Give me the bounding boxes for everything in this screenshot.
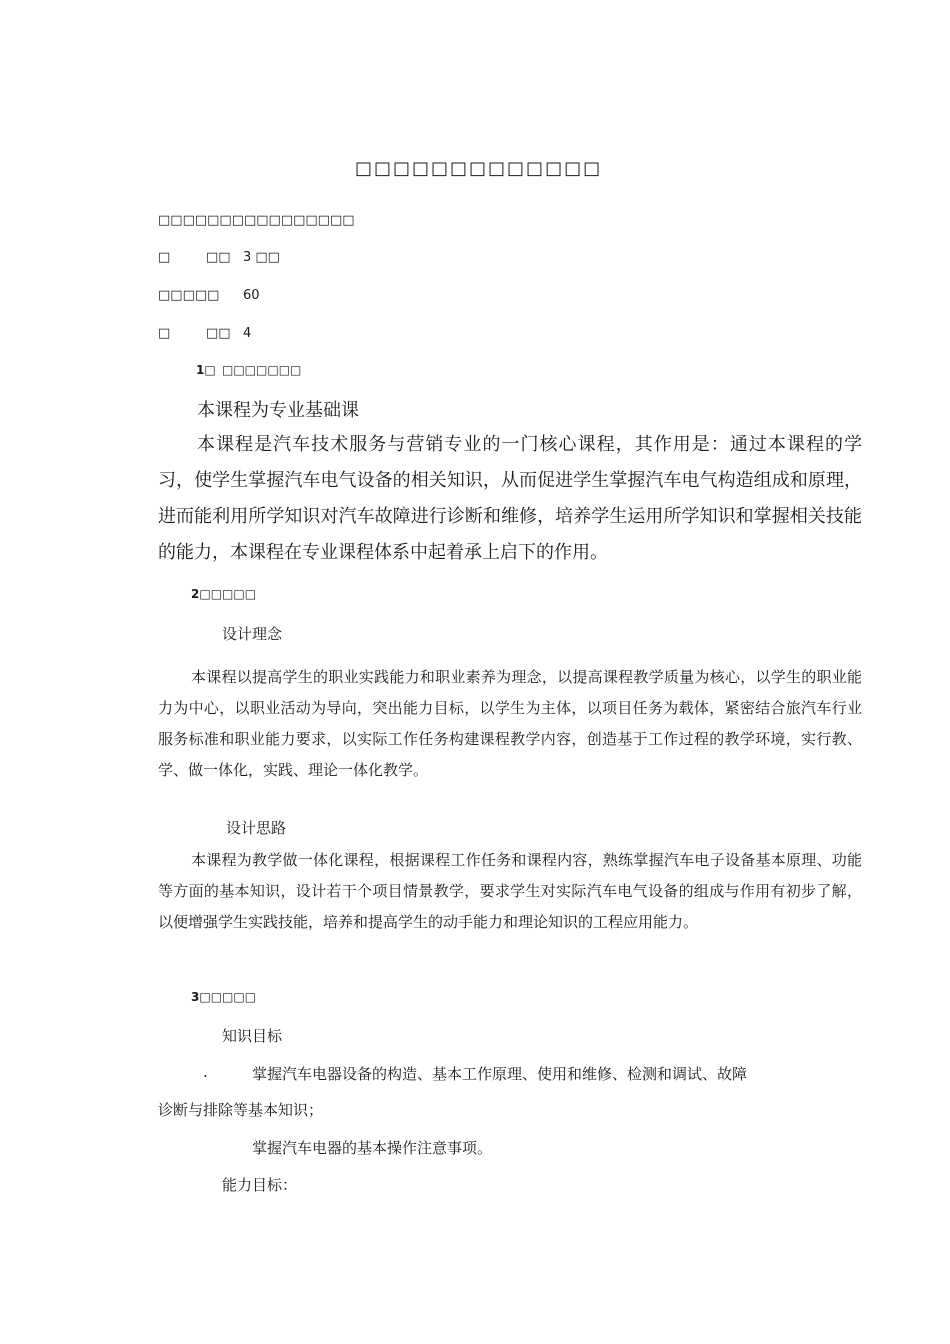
page-title: □□□□□□□□□□□□□ [355, 158, 603, 179]
meta-value-3: 4 [243, 326, 252, 341]
section3-sub2: 能力目标： [222, 1176, 298, 1194]
knowledge-item-1-line2: 诊断与排除等基本知识； [158, 1101, 324, 1119]
section2-heading: 2□□□□□ [191, 587, 257, 601]
knowledge-item-1-line1: 掌握汽车电器设备的构造、基本工作原理、使用和维修、检测和调试、故障 [252, 1065, 748, 1083]
meta-label-1b: □□ [206, 250, 231, 265]
meta-label-1: □ [158, 250, 171, 265]
section2-body2: 本课程为教学做一体化课程，根据课程工作任务和课程内容，熟练掌握汽车电子设备基本原理、功能等方面的基本知识，设计若干个项目情景教学，要求学生对实际汽车电气设备的组成与作用有初步了解，以便增强学生实践技能，培养和提高学生的动手能力和理论知识的工程应用能力。 [158, 851, 862, 931]
meta-label-3b: □□ [206, 326, 231, 341]
section3-heading: 3□□□□□ [191, 990, 257, 1004]
knowledge-item-2: 掌握汽车电器的基本操作注意事项。 [252, 1139, 493, 1157]
section1-lead: 本课程为专业基础课 [197, 400, 359, 421]
bullet-dot: . [203, 1063, 208, 1081]
section3-sub1: 知识目标 [222, 1027, 283, 1045]
meta-label-2: □□□□□ [158, 288, 220, 303]
section1-heading-num: 1□ [196, 363, 216, 377]
meta-value-1: 3 □□ [243, 250, 280, 265]
meta-value-2: 60 [243, 288, 260, 303]
section2-body1: 本课程以提高学生的职业实践能力和职业素养为理念，以提高课程教学质量为核心，以学生的职业能力为中心，以职业活动为导向，突出能力目标，以学生为主体，以项目任务为载体，紧密结合旅汽车行业服务标准和职业能力要求，以实际工作任务构建课程教学内容，创造基于工作过程的教学环境，实行教、学、做一体化，实践、理论一体化教学。 [158, 668, 862, 779]
course-name-line: □□□□□□□□□□□□□□□□ [158, 213, 355, 228]
section1-heading: □□□□□□□ [222, 363, 302, 377]
section2-sub2: 设计思路 [226, 819, 287, 837]
section1-body: 本课程是汽车技术服务与营销专业的一门核心课程，其作用是：通过本课程的学习，使学生掌握汽车电气设备的相关知识，从而促进学生掌握汽车电气构造组成和原理，进而能利用所学知识对汽车故障进行诊断和维修，培养学生运用所学知识和掌握相关技能的能力，本课程在专业课程体系中起着承上启下的作用。 [158, 434, 862, 563]
meta-label-3: □ [158, 326, 171, 341]
section2-sub1: 设计理念 [222, 625, 283, 643]
